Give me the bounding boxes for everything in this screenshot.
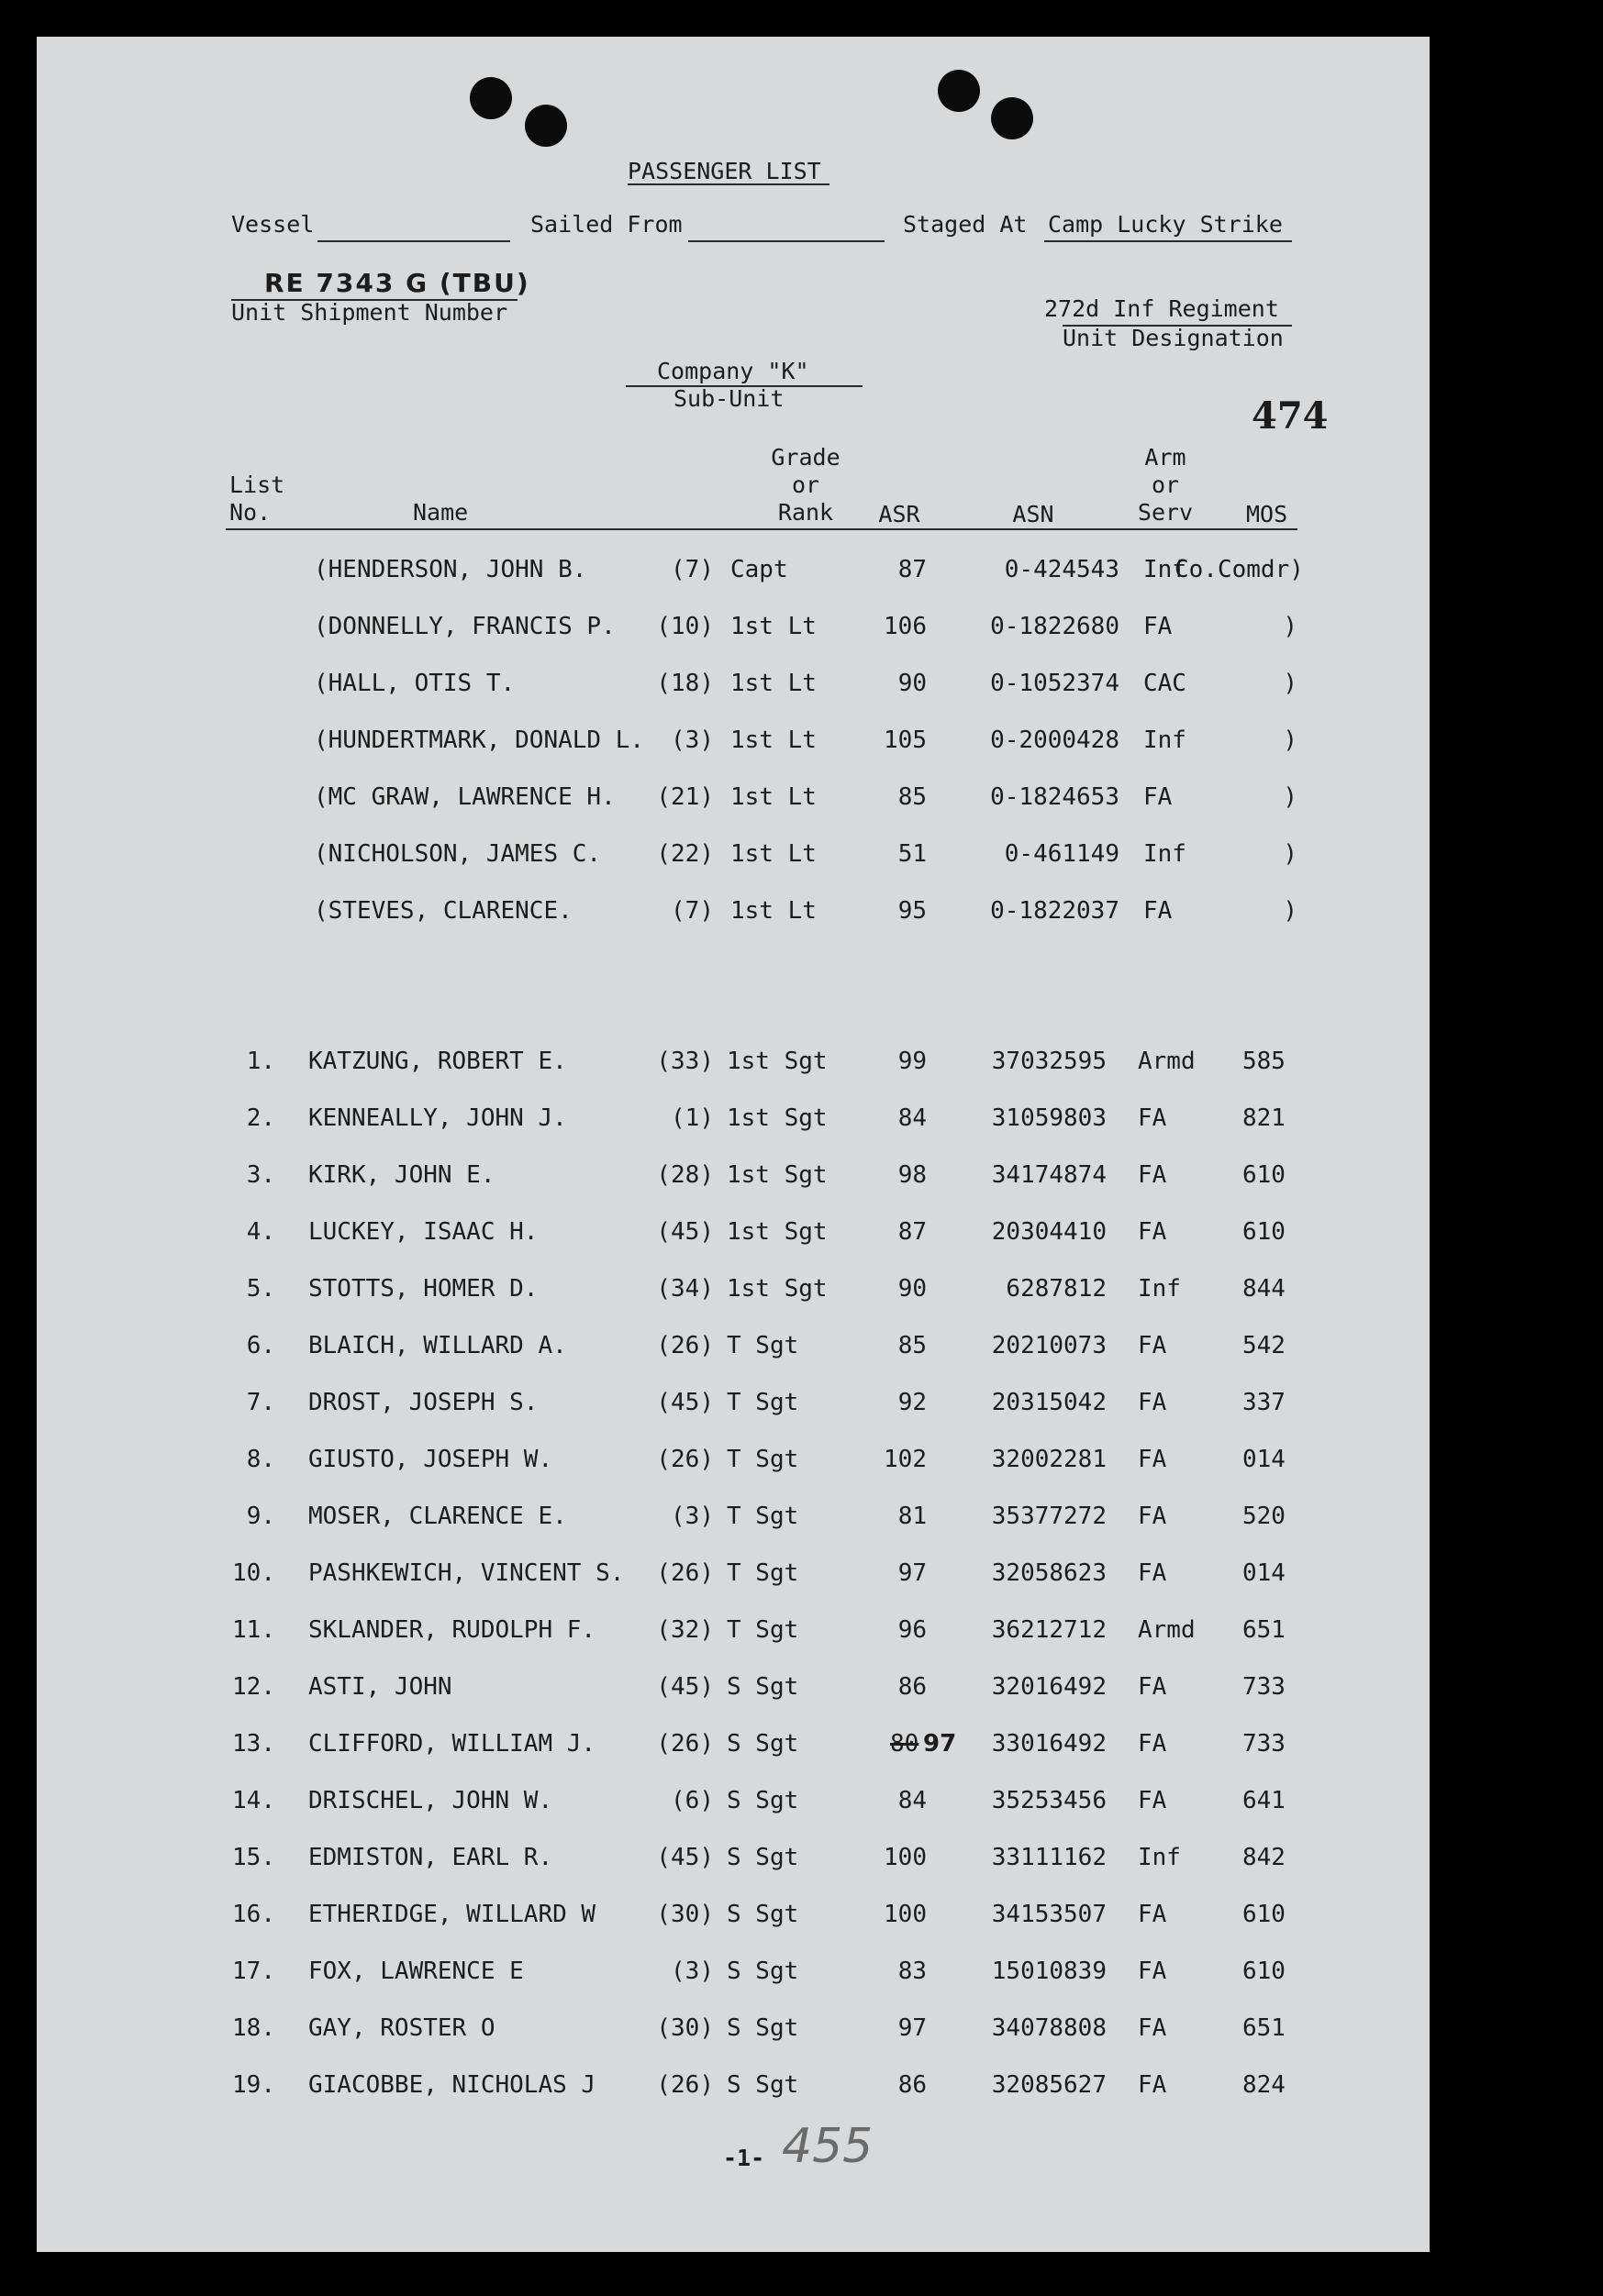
passenger-name: (STEVES, CLARENCE. xyxy=(314,897,573,925)
passenger-rank: 1st Lt xyxy=(730,897,817,925)
passenger-name: (MC GRAW, LAWRENCE H. xyxy=(314,783,616,811)
enlisted-row xyxy=(37,1332,1430,1369)
officer-row xyxy=(37,613,1430,649)
passenger-rank: 1st Sgt xyxy=(727,1275,828,1303)
list-number: 6. xyxy=(246,1332,275,1359)
passenger-ref: (7) xyxy=(671,556,714,583)
passenger-rank: 1st Lt xyxy=(730,670,817,697)
passenger-mos: 014 xyxy=(1242,1559,1286,1587)
passenger-ref: (28) xyxy=(656,1161,714,1189)
passenger-rank: T Sgt xyxy=(727,1616,799,1644)
passenger-mos: 821 xyxy=(1242,1104,1286,1132)
passenger-name: (HENDERSON, JOHN B. xyxy=(314,556,587,583)
passenger-arm: FA xyxy=(1143,783,1173,811)
document-title: PASSENGER LIST xyxy=(628,158,821,184)
list-number: 11. xyxy=(232,1616,275,1644)
passenger-asn: 35377272 xyxy=(991,1503,1107,1530)
passenger-asn: 32016492 xyxy=(991,1673,1107,1701)
staged-at-label: Staged At xyxy=(903,211,1028,238)
enlisted-row xyxy=(37,1901,1430,1937)
list-number: 2. xyxy=(246,1104,275,1132)
passenger-asn: 33111162 xyxy=(991,1844,1107,1871)
passenger-rank: S Sgt xyxy=(727,1901,799,1928)
passenger-ref: (45) xyxy=(656,1673,714,1701)
passenger-rank: 1st Sgt xyxy=(727,1161,828,1189)
passenger-name: LUCKEY, ISAAC H. xyxy=(308,1218,539,1246)
passenger-asn: 15010839 xyxy=(991,1958,1107,1985)
col-list-line2: No. xyxy=(229,499,272,526)
enlisted-row xyxy=(37,1616,1430,1653)
passenger-name: KENNEALLY, JOHN J. xyxy=(308,1104,567,1132)
passenger-asn: 37032595 xyxy=(991,1048,1107,1075)
passenger-asr: 83 xyxy=(897,1958,927,1985)
passenger-name: STOTTS, HOMER D. xyxy=(308,1275,539,1303)
passenger-asn: 0-1824653 xyxy=(990,783,1119,811)
enlisted-row xyxy=(37,1218,1430,1255)
passenger-ref: (3) xyxy=(671,1503,714,1530)
passenger-name: MOSER, CLARENCE E. xyxy=(308,1503,567,1530)
col-grade-line1: Grade xyxy=(771,444,840,471)
staged-at-underline xyxy=(1044,240,1292,242)
passenger-mos: 585 xyxy=(1242,1048,1286,1075)
list-number: 1. xyxy=(246,1048,275,1075)
passenger-mos: 733 xyxy=(1242,1730,1286,1758)
passenger-ref: (33) xyxy=(656,1048,714,1075)
passenger-name: FOX, LAWRENCE E xyxy=(308,1958,524,1985)
passenger-rank: Capt xyxy=(730,556,788,583)
passenger-rank: T Sgt xyxy=(727,1503,799,1530)
punch-hole xyxy=(938,70,980,112)
enlisted-row xyxy=(37,1844,1430,1880)
passenger-asn: 20304410 xyxy=(991,1218,1107,1246)
passenger-arm: FA xyxy=(1138,1787,1167,1814)
passenger-rank: 1st Lt xyxy=(730,727,817,754)
passenger-asr: 86 xyxy=(897,2071,927,2099)
enlisted-row xyxy=(37,1104,1430,1141)
col-mos: MOS xyxy=(1246,501,1288,527)
passenger-ref: (6) xyxy=(671,1787,714,1814)
enlisted-row xyxy=(37,1730,1430,1767)
passenger-asr: 99 xyxy=(897,1048,927,1075)
col-asn: ASN xyxy=(1012,501,1054,527)
passenger-ref: (26) xyxy=(656,1730,714,1758)
unit-designation-value: 272d Inf Regiment xyxy=(1044,295,1279,322)
passenger-mos: 641 xyxy=(1242,1787,1286,1814)
passenger-asr: 86 xyxy=(897,1673,927,1701)
list-number: 5. xyxy=(246,1275,275,1303)
punch-hole xyxy=(525,105,567,147)
passenger-asn: 0-1052374 xyxy=(990,670,1119,697)
passenger-mos: ) xyxy=(1283,670,1297,697)
passenger-arm: FA xyxy=(1143,897,1173,925)
passenger-asr: 95 xyxy=(897,897,927,925)
enlisted-row xyxy=(37,1787,1430,1824)
enlisted-row xyxy=(37,1048,1430,1084)
passenger-name: (DONNELLY, FRANCIS P. xyxy=(314,613,616,640)
passenger-asr-struck: 80 xyxy=(890,1730,919,1758)
enlisted-row xyxy=(37,1503,1430,1539)
passenger-rank: S Sgt xyxy=(727,1730,799,1758)
list-number: 4. xyxy=(246,1218,275,1246)
passenger-ref: (34) xyxy=(656,1275,714,1303)
passenger-ref: (26) xyxy=(656,1446,714,1473)
passenger-asn: 0-1822037 xyxy=(990,897,1119,925)
passenger-asn: 32058623 xyxy=(991,1559,1107,1587)
page-stamp: 474 xyxy=(1252,394,1329,438)
passenger-arm: FA xyxy=(1138,1559,1167,1587)
list-number: 17. xyxy=(232,1958,275,1985)
passenger-arm: Inf xyxy=(1143,840,1186,868)
passenger-arm: FA xyxy=(1138,1901,1167,1928)
passenger-mos: 337 xyxy=(1242,1389,1286,1416)
passenger-ref: (1) xyxy=(671,1104,714,1132)
officer-row xyxy=(37,727,1430,763)
enlisted-row xyxy=(37,1275,1430,1312)
passenger-mos: 014 xyxy=(1242,1446,1286,1473)
passenger-name: KIRK, JOHN E. xyxy=(308,1161,495,1189)
passenger-name: GAY, ROSTER O xyxy=(308,2014,495,2042)
passenger-asr: 92 xyxy=(897,1389,927,1416)
page-number: -1- xyxy=(723,2145,765,2171)
passenger-asn: 34078808 xyxy=(991,2014,1107,2042)
col-name: Name xyxy=(413,499,469,526)
officer-row xyxy=(37,840,1430,877)
list-number: 16. xyxy=(232,1901,275,1928)
passenger-asn: 34174874 xyxy=(991,1161,1107,1189)
passenger-arm: FA xyxy=(1138,2014,1167,2042)
col-grade-line2: or xyxy=(791,471,820,498)
col-list-line1: List xyxy=(229,471,285,498)
col-asr: ASR xyxy=(878,501,920,527)
passenger-ref: (26) xyxy=(656,2071,714,2099)
document-page xyxy=(37,37,1430,2252)
punch-hole xyxy=(991,97,1033,139)
passenger-ref: (45) xyxy=(656,1389,714,1416)
passenger-arm: Inf xyxy=(1143,556,1186,583)
passenger-asn: 0-2000428 xyxy=(990,727,1119,754)
enlisted-row xyxy=(37,1446,1430,1482)
passenger-rank: 1st Lt xyxy=(730,613,817,640)
passenger-asr: 90 xyxy=(897,670,927,697)
passenger-arm: Armd xyxy=(1138,1616,1196,1644)
list-number: 10. xyxy=(232,1559,275,1587)
passenger-name: (HALL, OTIS T. xyxy=(314,670,516,697)
list-number: 13. xyxy=(232,1730,275,1758)
passenger-asr: 87 xyxy=(897,556,927,583)
passenger-asn: 34153507 xyxy=(991,1901,1107,1928)
title-underline xyxy=(628,183,829,185)
passenger-mos: 844 xyxy=(1242,1275,1286,1303)
passenger-rank: S Sgt xyxy=(727,2014,799,2042)
pencil-note: 455 xyxy=(782,2119,874,2174)
passenger-ref: (32) xyxy=(656,1616,714,1644)
passenger-asr: 97 xyxy=(897,2014,927,2042)
passenger-ref: (7) xyxy=(671,897,714,925)
enlisted-row xyxy=(37,1559,1430,1596)
passenger-arm: FA xyxy=(1138,2071,1167,2099)
passenger-asr: 90 xyxy=(897,1275,927,1303)
passenger-asr: 87 xyxy=(897,1218,927,1246)
passenger-asn: 0-461149 xyxy=(1004,840,1119,868)
passenger-name: BLAICH, WILLARD A. xyxy=(308,1332,567,1359)
passenger-arm: FA xyxy=(1138,1730,1167,1758)
passenger-arm: Inf xyxy=(1138,1275,1181,1303)
passenger-name: GIACOBBE, NICHOLAS J xyxy=(308,2071,596,2099)
passenger-ref: (30) xyxy=(656,1901,714,1928)
unit-shipment-number: RE 7343 G (TBU) xyxy=(264,268,530,298)
passenger-asr: 100 xyxy=(884,1901,927,1928)
passenger-arm: FA xyxy=(1143,613,1173,640)
passenger-arm: FA xyxy=(1138,1104,1167,1132)
passenger-mos: 610 xyxy=(1242,1218,1286,1246)
passenger-mos: 842 xyxy=(1242,1844,1286,1871)
passenger-rank: S Sgt xyxy=(727,1673,799,1701)
passenger-mos: 520 xyxy=(1242,1503,1286,1530)
passenger-name: (HUNDERTMARK, DONALD L. xyxy=(314,727,645,754)
officer-row xyxy=(37,556,1430,593)
list-number: 8. xyxy=(246,1446,275,1473)
passenger-arm: FA xyxy=(1138,1503,1167,1530)
enlisted-row xyxy=(37,1389,1430,1425)
passenger-asr: 102 xyxy=(884,1446,927,1473)
passenger-ref: (22) xyxy=(656,840,714,868)
list-number: 15. xyxy=(232,1844,275,1871)
passenger-rank: 1st Lt xyxy=(730,840,817,868)
unit-designation-label: Unit Designation xyxy=(1063,325,1284,351)
list-number: 7. xyxy=(246,1389,275,1416)
passenger-asr: 84 xyxy=(897,1787,927,1814)
passenger-name: EDMISTON, EARL R. xyxy=(308,1844,553,1871)
passenger-rank: S Sgt xyxy=(727,1787,799,1814)
passenger-mos: 610 xyxy=(1242,1161,1286,1189)
passenger-mos: ) xyxy=(1283,897,1297,925)
passenger-ref: (10) xyxy=(656,613,714,640)
passenger-name: (NICHOLSON, JAMES C. xyxy=(314,840,602,868)
passenger-asn: 6287812 xyxy=(1006,1275,1107,1303)
passenger-arm: FA xyxy=(1138,1218,1167,1246)
passenger-asr: 100 xyxy=(884,1844,927,1871)
passenger-arm: Inf xyxy=(1138,1844,1181,1871)
passenger-asn: 33016492 xyxy=(991,1730,1107,1758)
vessel-blank xyxy=(317,240,510,242)
passenger-asr: 105 xyxy=(884,727,927,754)
passenger-mos: Co.Comdr) xyxy=(1174,556,1304,583)
passenger-asn: 35253456 xyxy=(991,1787,1107,1814)
col-arm-line3: Serv xyxy=(1137,499,1194,526)
passenger-asn: 32085627 xyxy=(991,2071,1107,2099)
passenger-mos: ) xyxy=(1283,727,1297,754)
passenger-ref: (3) xyxy=(671,727,714,754)
sailed-from-blank xyxy=(688,240,885,242)
passenger-asn: 0-424543 xyxy=(1004,556,1119,583)
passenger-rank: T Sgt xyxy=(727,1446,799,1473)
passenger-asr: 85 xyxy=(897,783,927,811)
list-number: 9. xyxy=(246,1503,275,1530)
passenger-ref: (30) xyxy=(656,2014,714,2042)
passenger-asn: 20210073 xyxy=(991,1332,1107,1359)
passenger-mos: 610 xyxy=(1242,1958,1286,1985)
passenger-asn: 0-1822680 xyxy=(990,613,1119,640)
passenger-arm: FA xyxy=(1138,1673,1167,1701)
passenger-arm: Inf xyxy=(1143,727,1186,754)
enlisted-row xyxy=(37,1161,1430,1198)
passenger-rank: 1st Sgt xyxy=(727,1104,828,1132)
list-number: 3. xyxy=(246,1161,275,1189)
passenger-mos: 610 xyxy=(1242,1901,1286,1928)
officer-row xyxy=(37,897,1430,934)
passenger-rank: T Sgt xyxy=(727,1389,799,1416)
passenger-ref: (21) xyxy=(656,783,714,811)
passenger-mos: 824 xyxy=(1242,2071,1286,2099)
col-arm-line2: or xyxy=(1151,471,1180,498)
passenger-mos: 651 xyxy=(1242,2014,1286,2042)
enlisted-row xyxy=(37,1673,1430,1710)
passenger-name: DROST, JOSEPH S. xyxy=(308,1389,539,1416)
passenger-asr: 98 xyxy=(897,1161,927,1189)
passenger-asn: 31059803 xyxy=(991,1104,1107,1132)
sub-unit-value: Company "K" xyxy=(657,358,809,384)
passenger-rank: S Sgt xyxy=(727,1958,799,1985)
passenger-asr: 51 xyxy=(897,840,927,868)
officer-row xyxy=(37,670,1430,706)
officer-row xyxy=(37,783,1430,820)
passenger-asr: 85 xyxy=(897,1332,927,1359)
passenger-name: GIUSTO, JOSEPH W. xyxy=(308,1446,553,1473)
passenger-rank: S Sgt xyxy=(727,2071,799,2099)
sailed-from-label: Sailed From xyxy=(530,211,683,238)
passenger-mos: 542 xyxy=(1242,1332,1286,1359)
passenger-name: CLIFFORD, WILLIAM J. xyxy=(308,1730,596,1758)
passenger-name: DRISCHEL, JOHN W. xyxy=(308,1787,553,1814)
passenger-ref: (26) xyxy=(656,1332,714,1359)
passenger-ref: (45) xyxy=(656,1844,714,1871)
passenger-arm: FA xyxy=(1138,1332,1167,1359)
passenger-asn: 20315042 xyxy=(991,1389,1107,1416)
list-number: 19. xyxy=(232,2071,275,2099)
list-number: 14. xyxy=(232,1787,275,1814)
passenger-asr: 81 xyxy=(897,1503,927,1530)
passenger-arm: FA xyxy=(1138,1446,1167,1473)
passenger-asr: 96 xyxy=(897,1616,927,1644)
passenger-asn: 36212712 xyxy=(991,1616,1107,1644)
passenger-asr: 97 xyxy=(897,1559,927,1587)
header-rule xyxy=(226,528,1297,530)
list-number: 18. xyxy=(232,2014,275,2042)
passenger-mos: ) xyxy=(1283,613,1297,640)
passenger-ref: (18) xyxy=(656,670,714,697)
passenger-name: SKLANDER, RUDOLPH F. xyxy=(308,1616,596,1644)
passenger-asr: 97 xyxy=(923,1730,957,1758)
passenger-arm: CAC xyxy=(1143,670,1186,697)
unit-shipment-label: Unit Shipment Number xyxy=(231,299,508,326)
passenger-rank: T Sgt xyxy=(727,1559,799,1587)
passenger-mos: 733 xyxy=(1242,1673,1286,1701)
enlisted-row xyxy=(37,2071,1430,2108)
passenger-rank: 1st Sgt xyxy=(727,1218,828,1246)
col-arm-line1: Arm xyxy=(1144,444,1186,471)
passenger-mos: ) xyxy=(1283,783,1297,811)
passenger-ref: (26) xyxy=(656,1559,714,1587)
passenger-mos: 651 xyxy=(1242,1616,1286,1644)
passenger-asn: 32002281 xyxy=(991,1446,1107,1473)
passenger-name: PASHKEWICH, VINCENT S. xyxy=(308,1559,625,1587)
passenger-mos: ) xyxy=(1283,840,1297,868)
passenger-arm: Armd xyxy=(1138,1048,1196,1075)
enlisted-row xyxy=(37,1958,1430,1994)
passenger-rank: 1st Lt xyxy=(730,783,817,811)
sub-unit-label: Sub-Unit xyxy=(673,385,785,412)
passenger-rank: 1st Sgt xyxy=(727,1048,828,1075)
passenger-rank: S Sgt xyxy=(727,1844,799,1871)
passenger-ref: (3) xyxy=(671,1958,714,1985)
passenger-ref: (45) xyxy=(656,1218,714,1246)
col-grade-line3: Rank xyxy=(777,499,834,526)
passenger-asr: 106 xyxy=(884,613,927,640)
passenger-rank: T Sgt xyxy=(727,1332,799,1359)
passenger-arm: FA xyxy=(1138,1161,1167,1189)
passenger-asr: 84 xyxy=(897,1104,927,1132)
passenger-arm: FA xyxy=(1138,1389,1167,1416)
staged-at-value: Camp Lucky Strike xyxy=(1048,211,1283,238)
vessel-label: Vessel xyxy=(231,211,315,238)
list-number: 12. xyxy=(232,1673,275,1701)
passenger-name: ETHERIDGE, WILLARD W xyxy=(308,1901,596,1928)
punch-hole xyxy=(470,77,512,119)
passenger-name: ASTI, JOHN xyxy=(308,1673,452,1701)
passenger-arm: FA xyxy=(1138,1958,1167,1985)
enlisted-row xyxy=(37,2014,1430,2051)
passenger-name: KATZUNG, ROBERT E. xyxy=(308,1048,567,1075)
